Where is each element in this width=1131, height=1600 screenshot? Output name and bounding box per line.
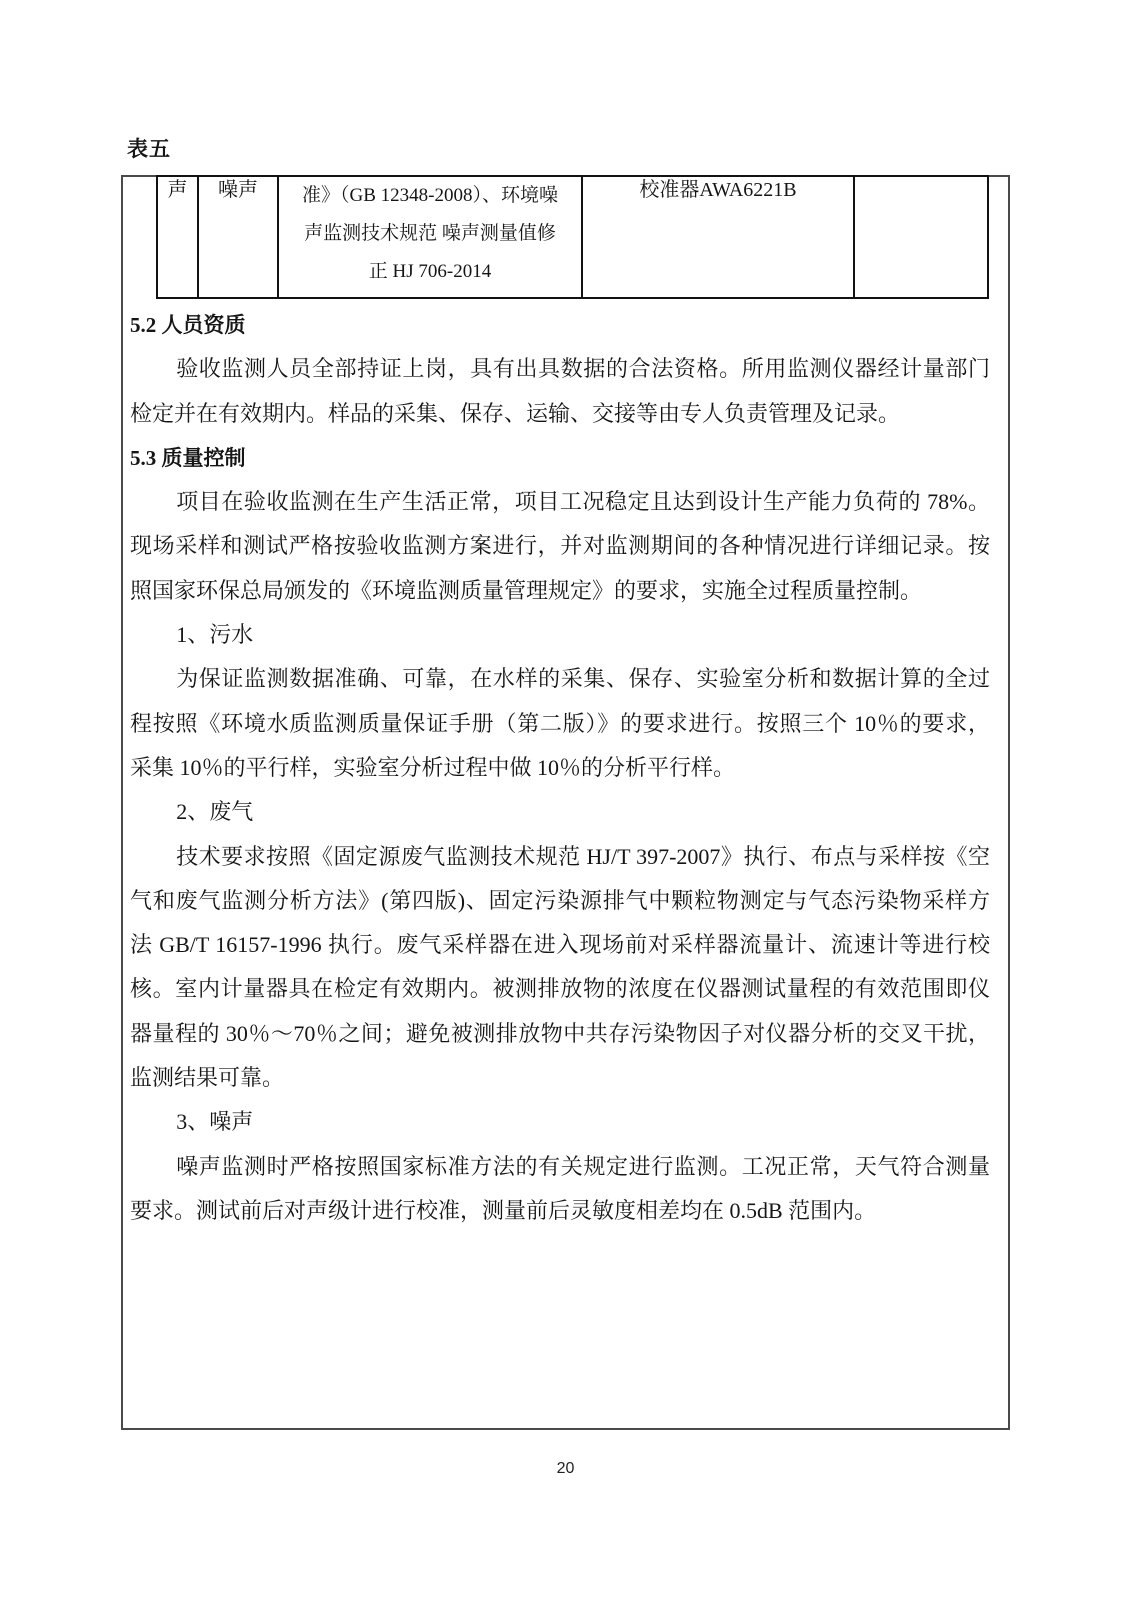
paragraph-line: 监测结果可靠。 xyxy=(130,1065,285,1091)
paragraph-line: 法 GB/T 16157-1996 执行。废气采样器在进入现场前对采样器流量计、流速计等进行校 xyxy=(130,932,990,958)
paragraph-line: 要求。测试前后对声级计进行校准，测量前后灵敏度相差均在 0.5dB 范围内。 xyxy=(130,1197,877,1223)
page-number: 20 xyxy=(556,1460,575,1477)
section-heading-52: 5.2 人员资质 xyxy=(130,313,246,337)
cell-instrument: 校准器AWA6221B xyxy=(582,176,854,298)
monitoring-table xyxy=(156,175,989,299)
paragraph-line: 噪声监测时严格按照国家标准方法的有关规定进行监测。工况正常，天气符合测量 xyxy=(176,1153,990,1179)
paragraph-line: 现场采样和测试严格按验收监测方案进行，并对监测期间的各种情况进行详细记录。按 xyxy=(130,533,990,559)
paragraph-line: 程按照《环境水质监测质量保证手册（第二版）》的要求进行。按照三个 10％的要求， xyxy=(130,710,990,736)
paragraph-line: 验收监测人员全部持证上岗，具有出具数据的合法资格。所用监测仪器经计量部门 xyxy=(176,356,990,382)
paragraph-line: 技术要求按照《固定源废气监测技术规范 HJ/T 397-2007》执行、布点与采样按《空 xyxy=(176,843,990,869)
paragraph-line: 核。室内计量器具在检定有效期内。被测排放物的浓度在仪器测试量程的有效范围即仪 xyxy=(130,976,990,1002)
item-title-noise: 3、噪声 xyxy=(176,1109,254,1135)
paragraph-line: 气和废气监测分析方法》(第四版)、固定污染源排气中颗粒物测定与气态污染物采样方 xyxy=(130,887,990,913)
method-line: 准》（GB 12348-2008）、环境噪 xyxy=(302,185,558,206)
content-box xyxy=(121,175,1010,1430)
cell-method-standard xyxy=(278,176,582,298)
table-row xyxy=(157,176,988,298)
item-title-waste-gas: 2、废气 xyxy=(176,799,254,825)
paragraph-line: 检定并在有效期内。样品的采集、保存、运输、交接等由专人负责管理及记录。 xyxy=(130,400,901,426)
section-heading-53: 5.3 质量控制 xyxy=(130,445,246,470)
cell-item: 噪声 xyxy=(198,176,278,298)
method-line: 正 HJ 706-2014 xyxy=(368,261,492,282)
paragraph-line: 项目在验收监测在生产生活正常，项目工况稳定且达到设计生产能力负荷的 78%。 xyxy=(176,489,990,515)
item-title-wastewater: 1、污水 xyxy=(176,622,254,648)
paragraph-line: 采集 10％的平行样，实验室分析过程中做 10％的分析平行样。 xyxy=(130,754,736,780)
cell-category: 声 xyxy=(157,176,198,298)
table-caption: 表五 xyxy=(127,137,171,161)
cell-empty xyxy=(854,176,988,298)
paragraph-line: 为保证监测数据准确、可靠，在水样的采集、保存、实验室分析和数据计算的全过 xyxy=(176,666,990,692)
paragraph-line: 器量程的 30％～70％之间；避免被测排放物中共存污染物因子对仪器分析的交叉干扰， xyxy=(130,1020,990,1046)
body-text xyxy=(130,303,990,1233)
paragraph-line: 照国家环保总局颁发的《环境监测质量管理规定》的要求，实施全过程质量控制。 xyxy=(130,577,923,603)
method-line: 声监测技术规范 噪声测量值修 xyxy=(304,223,556,244)
